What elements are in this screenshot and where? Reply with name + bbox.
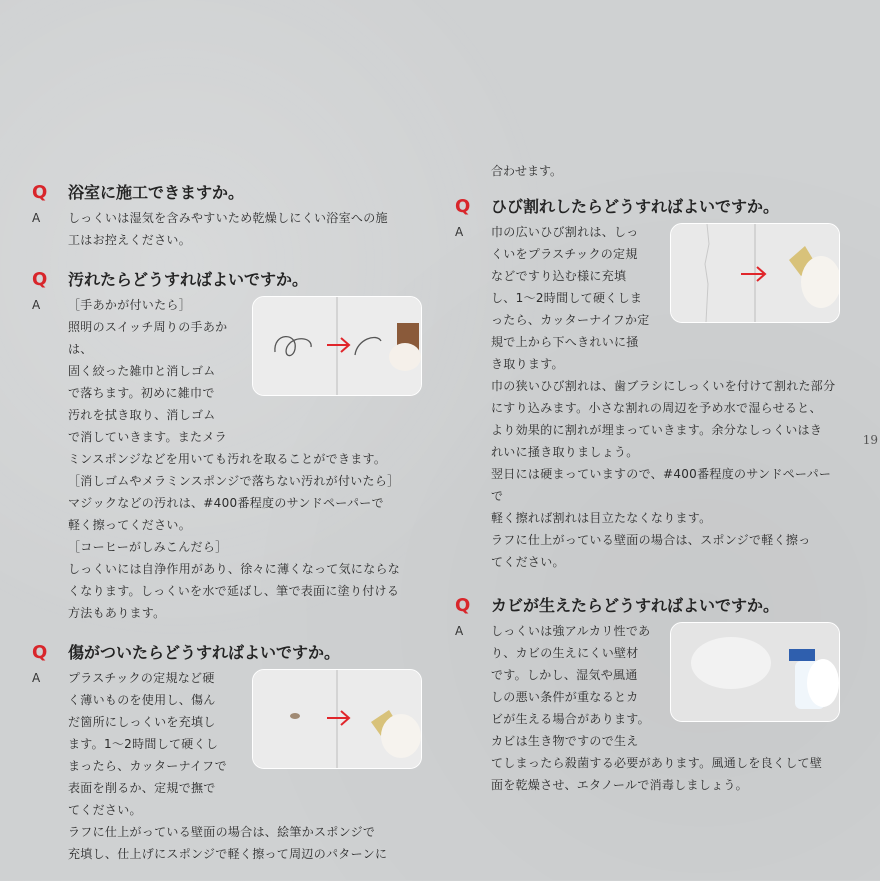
q-marker: Q (455, 196, 471, 217)
answer-line: マジックなどの汚れは、#400番程度のサンドペーパーで (68, 496, 384, 510)
answer-body (68, 207, 422, 251)
question-title: 浴室に施工できますか。 (68, 183, 245, 202)
question-title: カビが生えたらどうすればよいですか。 (491, 596, 780, 615)
q-marker: Q (32, 182, 48, 203)
scratch-repair-photo (252, 669, 422, 769)
answer-line: 方法もあります。 (68, 606, 166, 620)
eraser-illustration (253, 297, 421, 395)
answer-line: てください。 (68, 803, 142, 817)
continued-text: 合わせます。 (491, 164, 563, 178)
qa-dirt (32, 267, 422, 624)
answer-line: ［コーヒーがしみこんだら］ (68, 540, 228, 554)
question-title: ひび割れしたらどうすればよいですか。 (491, 197, 780, 216)
answer-line: で消していきます。またメラ (68, 430, 227, 444)
question-title: 汚れたらどうすればよいですか。 (68, 270, 309, 289)
page-number: 19 (862, 433, 878, 447)
answer-line: 翌日には硬まっていますので、#400番程度のサンドペーパーで (491, 467, 832, 503)
answer-body (68, 294, 422, 624)
q-marker: Q (32, 269, 48, 290)
answer-line: 軽く擦ってください。 (68, 518, 192, 532)
answer-line: などですり込む様に充填 (491, 269, 627, 283)
answer-line: 規で上から下へきれいに掻 (491, 335, 639, 349)
qa-mold (455, 593, 840, 796)
answer-line: 面を乾燥させ、エタノールで消毒しましょう。 (491, 778, 748, 792)
answer-line: くいをプラスチックの定規 (491, 247, 638, 261)
answer-line: てしまったら殺菌する必要があります。風通しを良くして壁 (491, 756, 823, 770)
crack-repair-photo (670, 223, 840, 323)
spray-illustration (671, 623, 839, 721)
answer-line: ます。1〜2時間して硬くし (68, 737, 219, 751)
answer-line: ［消しゴムやメラミンスポンジで落ちない汚れが付いたら］ (68, 474, 400, 488)
answer-line: にすり込みます。小さな割れの周辺を予め水で湿らせると、 (491, 401, 822, 415)
answer-line: 巾の狭いひび割れは、歯ブラシにしっくいを付けて割れた部分 (491, 379, 836, 393)
answer-body (491, 620, 840, 796)
answer-line: で落ちます。初めに雑巾で (68, 386, 215, 400)
answer-body (491, 221, 840, 573)
answer-line: しの悪い条件が重なるとカ (491, 690, 639, 704)
answer-line: ビが生える場合があります。 (491, 712, 650, 726)
answer-line: し、1〜2時間して硬くしま (491, 291, 643, 305)
right-column (455, 160, 840, 812)
answer-line: 工はお控えください。 (68, 233, 192, 247)
a-marker: A (455, 225, 464, 239)
answer-line: しっくいは強アルカリ性であ (491, 624, 651, 638)
eraser-photo (252, 296, 422, 396)
qa-scratch (32, 640, 422, 865)
a-marker: A (32, 671, 41, 685)
answer-line: まったら、カッターナイフで (68, 759, 227, 773)
answer-line: り、カビの生えにくい壁材 (491, 646, 639, 660)
answer-line: 巾の広いひび割れは、しっ (491, 225, 639, 239)
a-marker: A (455, 624, 464, 638)
answer-line: 汚れを拭き取り、消しゴム (68, 408, 216, 422)
answer-line: しっくいは湿気を含みやすいため乾燥しにくい浴室への施 (68, 211, 388, 225)
scratch-illustration (253, 670, 421, 768)
answer-line: 照明のスイッチ周りの手あかは、 (68, 320, 228, 356)
answer-line: てください。 (491, 555, 565, 569)
answer-line: くなります。しっくいを水で延ばし、筆で表面に塗り付ける (68, 584, 400, 598)
answer-body (68, 667, 422, 865)
left-column (32, 180, 422, 881)
qa-crack (455, 194, 840, 573)
answer-line: より効果的に割れが埋まっていきます。余分なしっくいはき (491, 423, 823, 437)
answer-line: き取ります。 (491, 357, 564, 371)
q-marker: Q (32, 642, 48, 663)
answer-line: 充填し、仕上げにスポンジで軽く擦って周辺のパターンに (68, 847, 388, 861)
answer-line: カビは生き物ですので生え (491, 734, 639, 748)
crack-illustration (671, 224, 839, 322)
answer-line: ［手あかが付いたら］ (68, 298, 192, 312)
q-marker: Q (455, 595, 471, 616)
answer-line: プラスチックの定規など硬 (68, 671, 215, 685)
mold-spray-photo (670, 622, 840, 722)
answer-line: ラフに仕上がっている壁面の場合は、絵筆かスポンジで (68, 825, 376, 839)
answer-line: 軽く擦れば割れは目立たなくなります。 (491, 511, 712, 525)
a-marker: A (32, 211, 41, 225)
answer-line: 表面を削るか、定規で撫で (68, 781, 216, 795)
answer-line: です。しかし、湿気や風通 (491, 668, 638, 682)
answer-line: ったら、カッターナイフか定 (491, 313, 650, 327)
answer-line: だ箇所にしっくいを充填し (68, 715, 216, 729)
answer-line: く薄いものを使用し、傷ん (68, 693, 216, 707)
qa-bathroom (32, 180, 422, 251)
a-marker: A (32, 298, 41, 312)
answer-line: れいに掻き取りましょう。 (491, 445, 639, 459)
answer-line: しっくいには自浄作用があり、徐々に薄くなって気にならな (68, 562, 401, 576)
answer-line: 固く絞った雑巾と消しゴム (68, 364, 216, 378)
answer-line: ミンスポンジなどを用いても汚れを取ることができます。 (68, 452, 387, 466)
question-title: 傷がついたらどうすればよいですか。 (68, 643, 341, 662)
answer-line: ラフに仕上がっている壁面の場合は、スポンジで軽く擦っ (491, 533, 811, 547)
